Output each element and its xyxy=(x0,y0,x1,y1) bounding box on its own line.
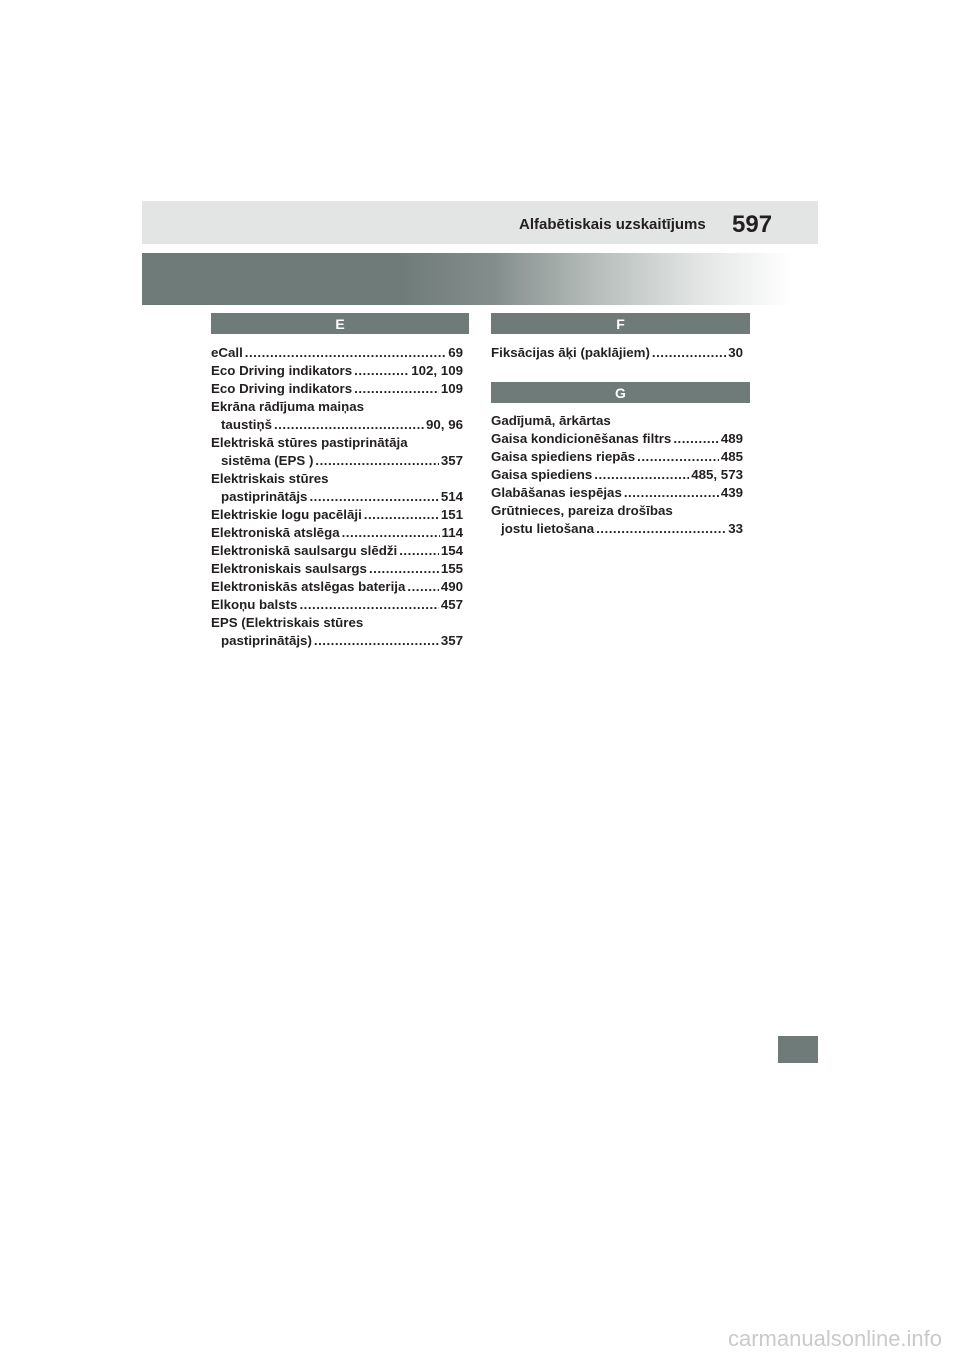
section-letter: G xyxy=(615,384,626,401)
header-bar xyxy=(142,201,818,244)
index-entry[interactable]: Glabāšanas iespējas ..... 439 xyxy=(491,484,743,502)
index-entry[interactable]: Elektriskie logu pacēlāji ..... 151 xyxy=(211,506,463,524)
index-entry-heading: Elektriskais stūres xyxy=(211,471,329,486)
index-entry-heading: EPS (Elektriskais stūres xyxy=(211,615,364,630)
decorative-gradient-band xyxy=(142,253,818,305)
page-header-title: Alfabētiskais uzskaitījums xyxy=(519,216,706,233)
index-entry-heading: Gadījumā, ārkārtas xyxy=(491,413,611,428)
index-entry[interactable]: eCall ..... 69 xyxy=(211,344,463,362)
index-column-e xyxy=(211,344,463,650)
index-entry[interactable]: taustiņš ..... 90, 96 xyxy=(211,416,463,434)
section-header-e xyxy=(211,313,469,334)
index-entry[interactable]: Elkoņu balsts ..... 457 xyxy=(211,596,463,614)
index-entry[interactable]: Gaisa spiediens ..... 485, 573 xyxy=(491,466,743,484)
index-entry[interactable]: Eco Driving indikators ..... 109 xyxy=(211,380,463,398)
index-entry[interactable]: Gaisa spiediens riepās ..... 485 xyxy=(491,448,743,466)
index-entry[interactable]: Elektroniskā saulsargu slēdži ..... 154 xyxy=(211,542,463,560)
index-entry[interactable]: Gaisa kondicionēšanas filtrs ..... 489 xyxy=(491,430,743,448)
watermark: carmanualsonline.info xyxy=(728,1326,943,1351)
index-entry[interactable]: Elektroniskās atslēgas baterija ..... 490 xyxy=(211,578,463,596)
chapter-side-tab xyxy=(778,1036,818,1063)
index-entry[interactable]: Fiksācijas āķi (paklājiem) ..... 30 xyxy=(491,344,743,362)
section-letter: F xyxy=(616,315,625,332)
index-entry[interactable]: Eco Driving indikators ..... 102, 109 xyxy=(211,362,463,380)
index-entry[interactable]: pastiprinātājs) ..... 357 xyxy=(211,632,463,650)
section-header-g xyxy=(491,382,750,403)
index-column-g xyxy=(491,412,743,538)
index-entry[interactable]: pastiprinātājs ..... 514 xyxy=(211,488,463,506)
index-entry-heading: Grūtnieces, pareiza drošības xyxy=(491,503,673,518)
index-entry[interactable]: sistēma (EPS ) ..... 357 xyxy=(211,452,463,470)
index-entry-heading: Elektriskā stūres pastiprinātāja xyxy=(211,435,408,450)
index-entry-heading: Ekrāna rādījuma maiņas xyxy=(211,399,364,414)
index-entry[interactable]: Elektroniskā atslēga ..... 114 xyxy=(211,524,463,542)
section-letter: E xyxy=(335,315,345,332)
page-number: 597 xyxy=(732,211,773,238)
index-entry[interactable]: jostu lietošana ..... 33 xyxy=(491,520,743,538)
index-entry[interactable]: Elektroniskais saulsargs ..... 155 xyxy=(211,560,463,578)
section-header-f xyxy=(491,313,750,334)
index-column-f xyxy=(491,344,743,362)
